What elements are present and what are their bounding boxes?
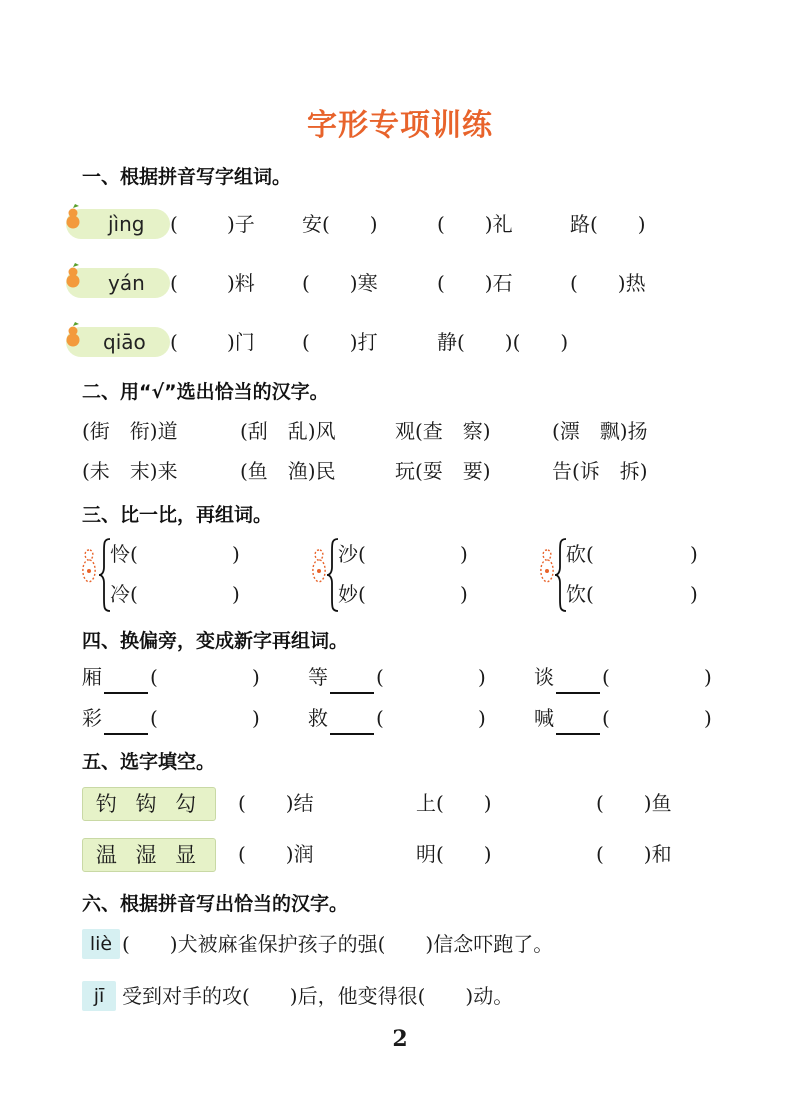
compare-item <box>338 537 478 571</box>
compare-close: ) <box>232 582 240 606</box>
choice-item[interactable]: 玩(耍 要) <box>395 459 491 483</box>
radical-close: ) <box>252 665 260 689</box>
word-item: )料 <box>227 271 255 295</box>
choice-item[interactable]: 观(查 察) <box>395 419 491 443</box>
word-item[interactable]: ( )寒 <box>302 271 378 295</box>
page-title: 字形专项训练 <box>307 108 493 143</box>
pinyin-box: liè <box>82 929 120 959</box>
radical-char: 等 <box>308 665 328 689</box>
section-2-heading: 二、用“√”选出恰当的汉字。 <box>82 381 329 403</box>
fill-item[interactable]: 上( ) <box>416 791 492 815</box>
radical-char: 厢 <box>82 665 102 689</box>
radical-char: 喊 <box>534 706 554 730</box>
compare-char[interactable]: 妙( <box>338 582 366 606</box>
section-4-heading: 四、换偏旁，变成新字再组词。 <box>82 630 349 652</box>
word-item: )子 <box>227 212 255 236</box>
radical-close: ) <box>252 706 260 730</box>
compare-char[interactable]: 沙( <box>338 542 366 566</box>
radical-open: ( <box>150 706 158 730</box>
sentence-row <box>82 979 782 1013</box>
options-box: 温 湿 显 <box>82 838 216 872</box>
radical-open: ( <box>602 706 610 730</box>
radical-blank[interactable] <box>104 701 148 735</box>
blank-item[interactable]: ( <box>170 330 178 354</box>
compare-char[interactable]: 怜( <box>110 542 138 566</box>
radical-close: ) <box>704 665 712 689</box>
fill-item[interactable]: ( )结 <box>238 791 314 815</box>
word-item[interactable]: ( )石 <box>437 271 513 295</box>
fill-row <box>82 837 782 871</box>
word-item[interactable]: 静( )( ) <box>437 330 569 354</box>
radical-close: ) <box>478 665 486 689</box>
choice-row <box>82 414 782 448</box>
fill-item[interactable]: ( )润 <box>238 842 314 866</box>
sentence-text[interactable]: ( )犬被麻雀保护孩子的强( )信念吓跑了。 <box>122 932 554 956</box>
choice-item[interactable]: (未 末)来 <box>82 459 178 483</box>
pinyin-box: jī <box>82 981 116 1011</box>
word-row <box>82 207 782 241</box>
radical-blank[interactable] <box>556 660 600 694</box>
compare-item <box>110 537 250 571</box>
compare-close: ) <box>232 542 240 566</box>
word-item[interactable]: ( )礼 <box>437 212 513 236</box>
choice-item[interactable]: (鱼 渔)民 <box>240 459 336 483</box>
compare-item <box>566 537 706 571</box>
radical-blank[interactable] <box>104 660 148 694</box>
word-item[interactable]: 安( ) <box>302 212 378 236</box>
radical-char: 彩 <box>82 706 102 730</box>
radical-open: ( <box>376 665 384 689</box>
radical-char: 救 <box>308 706 328 730</box>
page-number: 2 <box>392 1026 408 1052</box>
word-item[interactable]: ( )打 <box>302 330 378 354</box>
compare-close: ) <box>690 542 698 566</box>
choice-row <box>82 454 782 488</box>
compare-item <box>110 577 250 611</box>
word-item[interactable]: 路( ) <box>570 212 646 236</box>
word-item: )门 <box>227 330 255 354</box>
compare-close: ) <box>690 582 698 606</box>
options-box: 钓 钩 勾 <box>82 787 216 821</box>
word-row <box>82 266 782 300</box>
radical-blank[interactable] <box>330 701 374 735</box>
compare-item <box>566 577 706 611</box>
section-6-heading: 六、根据拼音写出恰当的汉字。 <box>82 893 349 915</box>
radical-open: ( <box>150 665 158 689</box>
choice-item[interactable]: (街 衔)道 <box>82 419 178 443</box>
compare-char[interactable]: 饮( <box>566 582 594 606</box>
compare-close: ) <box>460 582 468 606</box>
choice-item[interactable]: 告(诉 拆) <box>552 459 648 483</box>
gourd-icon <box>64 262 82 288</box>
choice-item[interactable]: (漂 飘)扬 <box>552 419 648 443</box>
radical-close: ) <box>478 706 486 730</box>
section-1-heading: 一、根据拼音写字组词。 <box>82 166 292 188</box>
section-3-heading: 三、比一比，再组词。 <box>82 504 273 526</box>
fill-row <box>82 786 782 820</box>
pinyin-label: jìng <box>108 212 145 236</box>
compare-close: ) <box>460 542 468 566</box>
blank-item[interactable]: ( <box>170 271 178 295</box>
pinyin-label: qiāo <box>103 330 146 354</box>
word-row <box>82 325 782 359</box>
radical-row <box>82 701 782 735</box>
compare-item <box>338 577 478 611</box>
gourd-icon <box>64 203 82 229</box>
radical-open: ( <box>602 665 610 689</box>
gourd-icon <box>64 321 82 347</box>
pinyin-label: yán <box>108 271 145 295</box>
section-5-heading: 五、选字填空。 <box>82 751 216 773</box>
sentence-row <box>82 927 782 961</box>
radical-blank[interactable] <box>556 701 600 735</box>
compare-char[interactable]: 冷( <box>110 582 138 606</box>
radical-open: ( <box>376 706 384 730</box>
word-item[interactable]: ( )热 <box>570 271 646 295</box>
fill-item[interactable]: 明( ) <box>416 842 492 866</box>
gourd-icon <box>78 546 100 586</box>
sentence-text[interactable]: 受到对手的攻( )后，他变得很( )动。 <box>122 984 514 1008</box>
fill-item[interactable]: ( )鱼 <box>596 791 672 815</box>
radical-row <box>82 660 782 694</box>
radical-char: 谈 <box>534 665 554 689</box>
fill-item[interactable]: ( )和 <box>596 842 672 866</box>
radical-close: ) <box>704 706 712 730</box>
choice-item[interactable]: (刮 乱)风 <box>240 419 336 443</box>
radical-blank[interactable] <box>330 660 374 694</box>
compare-char[interactable]: 砍( <box>566 542 594 566</box>
blank-item[interactable]: ( <box>170 212 178 236</box>
